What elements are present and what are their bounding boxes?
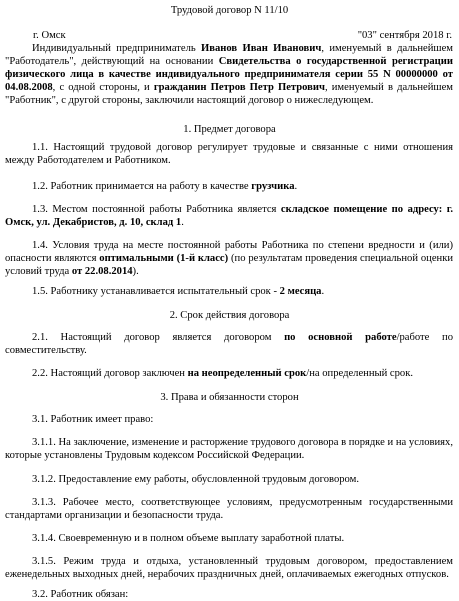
- text-run: (по результатам проведения специальной оценки условий труда: [5, 253, 454, 277]
- clause-1-5: [5, 285, 453, 298]
- clause-3-1-4: [5, 532, 453, 545]
- clause-1-2: [5, 180, 453, 193]
- bold-run: Иванов Иван Иванович: [201, 43, 322, 54]
- clause-2-1: [5, 331, 453, 357]
- clause-1-1: [5, 141, 453, 167]
- text-run: , с одной стороны, и: [52, 82, 154, 93]
- contract-date: "03" сентября 2018 г.: [357, 30, 452, 41]
- clause-3-2: [5, 588, 453, 601]
- text-run: 3.2. Работник обязан:: [32, 589, 129, 600]
- text-run: 3.1.1. На заключение, изменение и расторжение трудового договора в порядке и на условиях, которые установлены Трудовым кодексом Российской Федерации.: [5, 437, 453, 461]
- clause-3-1-5: [5, 555, 453, 581]
- text-run: 1.3. Местом постоянной работы Работника является: [32, 204, 281, 215]
- text-run: Индивидуальный предприниматель: [32, 43, 202, 54]
- bold-run: грузчика: [251, 181, 295, 192]
- clause-3-1-1: [5, 436, 453, 462]
- bold-run: от 22.08.2014: [71, 266, 133, 277]
- clause-1-4: [5, 239, 453, 278]
- clause-3-1: [5, 413, 453, 426]
- section-2-heading: 2. Срок действия договора: [169, 310, 290, 321]
- clause-2-2: [5, 367, 453, 380]
- text-run: ).: [132, 266, 139, 277]
- bold-run: на неопределенный срок: [187, 368, 307, 379]
- bold-run: Свидетельства о государственной регистрации физического лица в качестве индивидуального предпринимателя серии 55 N 00000000 от 04.08.2008: [5, 56, 453, 93]
- text-run: 1.5. Работнику устанавливается испытательный срок -: [32, 286, 280, 297]
- text-run: , именуемый в дальнейшем "Работник", с другой стороны, заключили настоящий договор о нижеследующем.: [5, 82, 453, 106]
- text-run: 3.1.2. Предоставление ему работы, обусловленной трудовым договором.: [32, 474, 359, 485]
- clause-1-3: [5, 203, 453, 229]
- clause-3-1-2: [5, 473, 453, 486]
- text-run: .: [181, 217, 184, 228]
- bold-run: оптимальными (1-й класс): [99, 253, 229, 264]
- text-run: 1.2. Работник принимается на работу в качестве: [32, 181, 252, 192]
- document-title: Трудовой договор N 11/10: [170, 5, 289, 16]
- text-run: 3.1.3. Рабочее место, соответствующее условиям, предусмотренным государственными стандартами организации и безопасности труда.: [5, 497, 453, 521]
- text-run: 1.1. Настоящий трудовой договор регулирует трудовые и связанные с ними отношения между Работодателем и Работником.: [5, 142, 453, 166]
- section-1-heading: 1. Предмет договора: [183, 124, 276, 135]
- bold-run: по основной работе: [284, 332, 397, 343]
- bold-run: 2 месяца: [279, 286, 322, 297]
- clause-3-1-3: [5, 496, 453, 522]
- text-run: 1.4. Условия труда на месте постоянной работы Работника по степени вредности и (или) опасности являются: [5, 240, 453, 264]
- bold-run: гражданин Петров Петр Петрович: [153, 82, 325, 93]
- text-run: 3.1. Работник имеет право:: [32, 414, 154, 425]
- text-run: 3.1.5. Режим труда и отдыха, установленный трудовым договором, предоставлением еженедельных выходных дней, нерабочих праздничных дней, оплачиваемых ежегодных отпусков.: [5, 556, 453, 580]
- text-run: .: [321, 286, 325, 297]
- text-run: 2.1. Настоящий договор является договором: [32, 332, 285, 343]
- text-run: /работе по совместительству.: [5, 332, 454, 356]
- text-run: 2.2. Настоящий договор заключен: [32, 368, 188, 379]
- text-run: .: [294, 181, 298, 192]
- section-3-heading: 3. Права и обязанности сторон: [160, 392, 299, 403]
- intro-paragraph: [5, 42, 453, 107]
- text-run: 3.1.4. Своевременную и в полном объеме выплату заработной платы.: [32, 533, 345, 544]
- text-run: /на определенный срок.: [306, 368, 414, 379]
- bold-run: складское помещение по адресу: г. Омск, ул. Декабристов, д. 10, склад 1: [5, 204, 453, 228]
- text-run: , именуемый в дальнейшем "Работодатель", действующий на основании: [5, 43, 453, 67]
- contract-city: г. Омск: [33, 30, 66, 41]
